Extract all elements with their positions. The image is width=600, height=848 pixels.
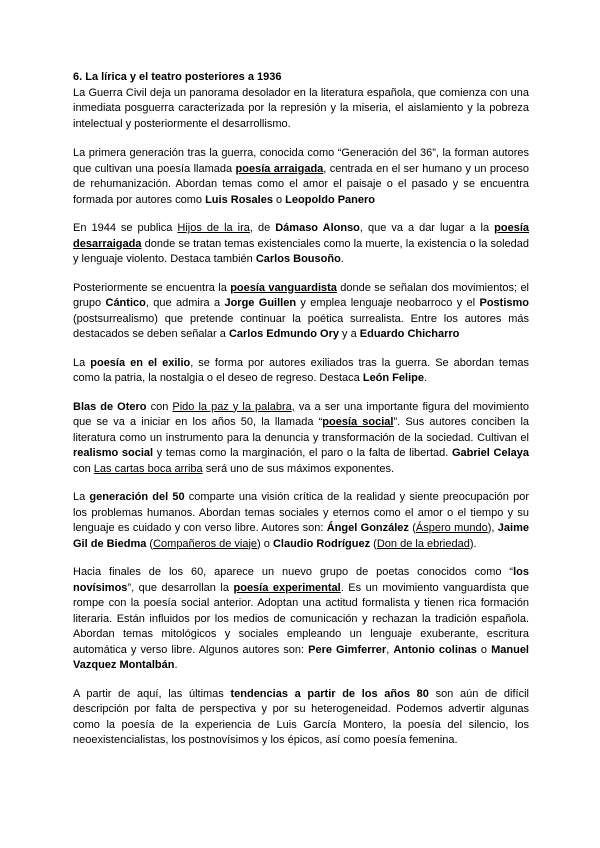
text: o bbox=[476, 643, 492, 656]
text: ( bbox=[408, 522, 416, 534]
paragraph-desarraigada bbox=[73, 221, 529, 268]
text: comparte una visión crítica de la realidad y siente preocupación por los problemas humanos. Abordan temas sociales y eternos como el amor o el tiempo y su lenguaje es cuidado y con verso libre. Autores son: bbox=[73, 491, 529, 534]
text: Posteriormente se encuentra la bbox=[73, 281, 231, 294]
text: , que va a dar lugar a la bbox=[359, 222, 495, 234]
author-name: Luis Rosales bbox=[205, 193, 273, 206]
keyword-poesia-arraigada: poesía arraigada bbox=[235, 162, 324, 175]
paragraph-intro: La Guerra Civil deja un panorama desolador en la literatura española, que comienza con una inmediata posguerra caracterizada por la represión y la miseria, el aislamiento y la pobreza intelectual y posteriormente el desarrollismo. bbox=[73, 86, 529, 130]
text: La bbox=[73, 491, 90, 503]
text: Hacia finales de los 60, aparece un nuevo grupo de poetas conocidos como “ bbox=[73, 566, 514, 578]
text: En 1944 se publica bbox=[73, 222, 178, 234]
paragraph-novisimos bbox=[73, 565, 529, 674]
document-page bbox=[73, 70, 529, 762]
text: ( bbox=[146, 537, 154, 550]
text: y emplea lenguaje neobarroco y el bbox=[296, 297, 480, 309]
text: ). bbox=[469, 537, 477, 550]
section-title: 6. La lírica y el teatro posteriores a 1936 bbox=[73, 71, 282, 83]
author-name: Gabriel Celaya bbox=[451, 447, 529, 459]
text: La primera generación tras la guerra, conocida como “Generación del 36”, la forman autores que cultivan una poesía llamada bbox=[73, 147, 529, 175]
paragraph-tendencias-80 bbox=[73, 687, 529, 749]
work-title: Áspero mundo bbox=[415, 522, 488, 534]
author-name: Eduardo Chicharro bbox=[359, 328, 460, 340]
text: . bbox=[340, 253, 344, 265]
text: ) o bbox=[257, 537, 273, 550]
text: , va a ser una importante figura del movimiento que se va a iniciar en los años 50, la llamada “ bbox=[73, 400, 530, 428]
author-name: Carlos Edmundo Ory bbox=[228, 328, 339, 340]
author-name: León Felipe bbox=[362, 372, 424, 384]
author-name: Claudio Rodríguez bbox=[272, 537, 371, 550]
text: , se forma por autores exiliados tras la guerra. Se abordan temas como la patria, la nostalgia o el deseo de regreso. Destaca bbox=[73, 356, 529, 384]
keyword-poesia-experimental: poesía experimental bbox=[233, 581, 341, 594]
work-title: Don de la ebriedad bbox=[376, 537, 470, 550]
keyword-poesia-social: poesía social bbox=[322, 416, 394, 428]
text: con bbox=[146, 400, 173, 413]
keyword-poesia-desarraigada: poesía desarraigada bbox=[73, 222, 529, 250]
text: donde se señalan dos movimientos; el grupo bbox=[73, 281, 530, 309]
text: A partir de aquí, las últimas bbox=[73, 687, 231, 700]
text: o bbox=[272, 193, 286, 206]
text: será uno de sus máximos exponentes. bbox=[202, 462, 395, 475]
work-title: Compañeros de viaje bbox=[153, 537, 258, 550]
keyword-poesia-exilio: poesía en el exilio bbox=[90, 356, 191, 369]
group-name: Cántico bbox=[105, 297, 146, 309]
text: donde se tratan temas existenciales como la muerte, la existencia o la soledad y lenguaje violento. Destaca también bbox=[73, 237, 529, 265]
group-name: Postismo bbox=[479, 297, 529, 309]
text: , bbox=[386, 643, 394, 656]
author-name: Jaime Gil de Biedma bbox=[73, 522, 529, 550]
text: ), bbox=[487, 522, 498, 534]
author-name: Manuel Vazquez Montalbán bbox=[73, 643, 529, 671]
author-name: Ángel González bbox=[326, 522, 409, 534]
text: ”. Sus autores conciben la literatura como un instrumento para la denuncia y transformación de la sociedad. Cultivan el bbox=[73, 416, 530, 444]
text: ( bbox=[370, 537, 377, 550]
author-name: Dámaso Alonso bbox=[275, 222, 360, 234]
work-title: Las cartas boca arriba bbox=[93, 462, 203, 475]
text: , de bbox=[249, 222, 276, 234]
text: . Es un movimiento vanguardista que rompe con la poesía social anterior. Adoptan una actitud formalista y tienen rica formación literaria. Están influidos por los medios de comunicación y rechazan la tradición española. Abordan temas mitológicos y sociales empleando un lenguaje exuberante, escritura automática y verso libre. Algunos autores son: bbox=[73, 581, 529, 656]
paragraph-generacion-36 bbox=[73, 146, 529, 208]
paragraph-generacion-50 bbox=[73, 490, 529, 552]
paragraph-poesia-social bbox=[73, 400, 529, 478]
text: , centrada en el ser humano y un proceso de rehumanización. Abordan temas como el amor el paisaje o el pasado y se encuentra formada por autores como bbox=[73, 162, 529, 206]
keyword-generacion-50: generación del 50 bbox=[89, 491, 185, 503]
keyword-poesia-vanguardista: poesía vanguardista bbox=[230, 281, 337, 294]
author-name: Blas de Otero bbox=[73, 400, 147, 413]
text: con bbox=[73, 462, 94, 475]
text: ”, que desarrollan la bbox=[127, 581, 234, 594]
author-name: Pere Gimferrer bbox=[308, 643, 387, 656]
group-name: los novísimos bbox=[73, 566, 529, 594]
keyword-realismo-social: realismo social bbox=[73, 447, 154, 459]
text: son aún de difícil descripción por falta de perspectiva y por su heterogeneidad. Podemos advertir algunas como la poesía de la experiencia de Luis García Montero, la poesía del silencio, los neoexistencialistas, los postnovísimos y los épicos, así como poesía femenina. bbox=[73, 687, 529, 746]
text: . bbox=[423, 372, 428, 384]
work-title: Pido la paz y la palabra bbox=[172, 400, 292, 413]
text: (postsurrealismo) que pretende continuar la poética surrealista. Entre los autores más destacados se deben señalar a bbox=[73, 312, 529, 340]
paragraph-vanguardista bbox=[73, 281, 529, 343]
keyword-tendencias-80: tendencias a partir de los años 80 bbox=[230, 687, 429, 700]
work-title: Hijos de la ira bbox=[177, 222, 250, 234]
text: La bbox=[73, 356, 91, 369]
author-name: Carlos Bousoño bbox=[255, 253, 341, 265]
paragraph-exilio bbox=[73, 356, 529, 387]
text: . bbox=[174, 659, 178, 671]
text: , que admira a bbox=[145, 297, 225, 309]
text: y a bbox=[338, 328, 360, 340]
author-name: Leopoldo Panero bbox=[285, 193, 376, 206]
author-name: Antonio colinas bbox=[393, 643, 477, 656]
author-name: Jorge Guillen bbox=[224, 297, 297, 309]
text: y temas como la marginación, el paro o la falta de libertad. bbox=[153, 447, 452, 459]
